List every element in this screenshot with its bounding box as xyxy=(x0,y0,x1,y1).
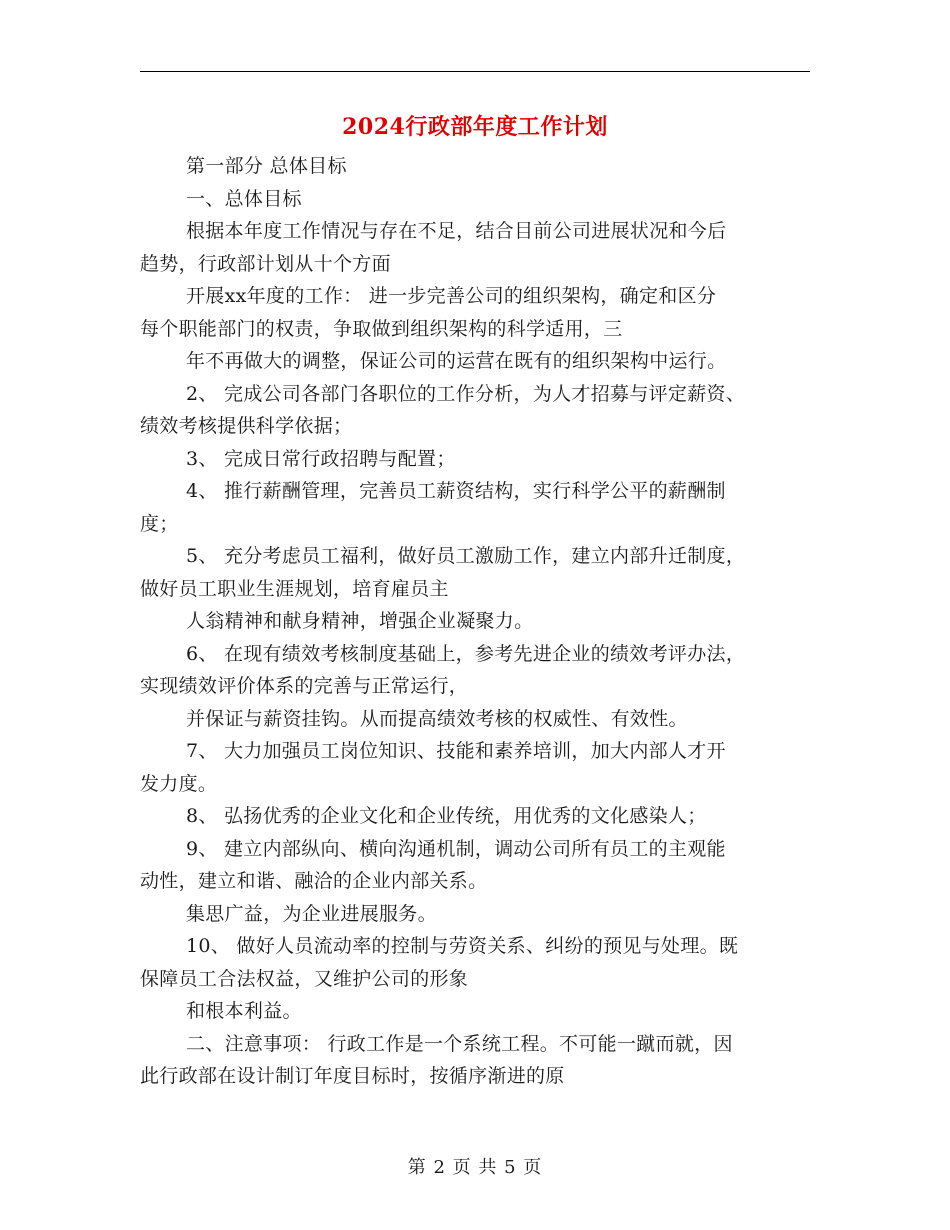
text-line: 集思广益，为企业进展服务。 xyxy=(186,902,437,925)
text-line: 绩效考核提供科学依据； xyxy=(140,415,353,437)
text-line: 年不再做大的调整，保证公司的运营在既有的组织架构中运行。 xyxy=(186,350,727,372)
page-footer: 第 2 页 共 5 页 xyxy=(407,1157,543,1178)
text-line: 每个职能部门的权责，争取做到组织架构的科学适用，三 xyxy=(140,317,623,340)
text-line: 人翁精神和献身精神，增强企业凝聚力。 xyxy=(186,610,534,632)
text-line: 发力度。 xyxy=(140,772,218,795)
text-line: 第一部分 总体目标 xyxy=(186,155,347,177)
text-line: 和根本利益。 xyxy=(186,1000,302,1022)
text-line: 7、 大力加强员工岗位知识、技能和素养培训，加大内部人才开 xyxy=(186,740,726,762)
text-line: 开展xx年度的工作： 进一步完善公司的组织架构，确定和区分 xyxy=(186,285,717,307)
text-line: 10、 做好人员流动率的控制与劳资关系、纠纷的预见与处理。既 xyxy=(186,935,739,957)
text-line: 趋势，行政部计划从十个方面 xyxy=(140,252,391,275)
text-line: 此行政部在设计制订年度目标时，按循序渐进的原 xyxy=(140,1065,565,1087)
text-line: 做好员工职业生涯规划，培育雇员主 xyxy=(140,577,449,600)
text-line: 一、总体目标 xyxy=(186,187,302,210)
text-line: 并保证与薪资挂钩。从而提高绩效考核的权威性、有效性。 xyxy=(186,707,688,730)
header-rule xyxy=(140,71,810,72)
text-line: 实现绩效评价体系的完善与正常运行， xyxy=(140,675,469,697)
document-body xyxy=(140,150,810,1093)
text-line: 二、注意事项： 行政工作是一个系统工程。不可能一蹴而就，因 xyxy=(186,1032,733,1055)
document-title: 2024行政部年度工作计划 xyxy=(342,114,608,140)
text-line: 4、 推行薪酬管理，完善员工薪资结构，实行科学公平的薪酬制 xyxy=(186,480,726,502)
text-line: 度； xyxy=(140,512,179,535)
text-line: 根据本年度工作情况与存在不足，结合目前公司进展状况和今后 xyxy=(186,220,727,242)
text-line: 9、 建立内部纵向、横向沟通机制，调动公司所有员工的主观能 xyxy=(186,837,726,860)
text-line: 保障员工合法权益，又维护公司的形象 xyxy=(140,967,469,990)
text-line: 8、 弘扬优秀的企业文化和企业传统，用优秀的文化感染人； xyxy=(186,805,707,827)
text-line: 6、 在现有绩效考核制度基础上，参考先进企业的绩效考评办法， xyxy=(186,642,746,665)
text-line: 5、 充分考虑员工福利，做好员工激励工作，建立内部升迁制度， xyxy=(186,545,746,567)
text-line: 动性，建立和谐、融洽的企业内部关系。 xyxy=(140,870,488,892)
text-line: 3、 完成日常行政招聘与配置； xyxy=(186,447,456,470)
text-line: 2、 完成公司各部门各职位的工作分析，为人才招募与评定薪资、 xyxy=(186,382,746,405)
